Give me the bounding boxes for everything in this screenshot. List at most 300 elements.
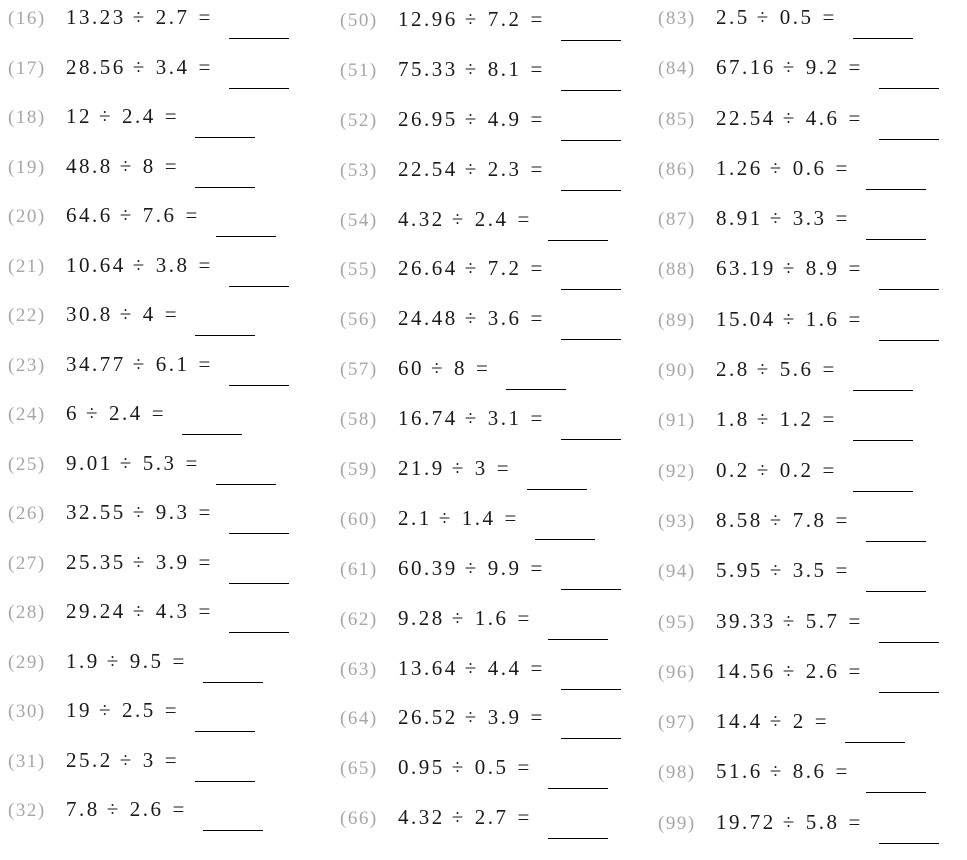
problem-expression: [66, 550, 213, 575]
problem-number: (63): [340, 658, 378, 680]
answer-blank[interactable]: [229, 87, 289, 89]
answer-blank[interactable]: [879, 641, 939, 643]
problem-expression: [66, 154, 179, 179]
divisor-value: 1.4: [461, 505, 496, 530]
equals-sign: =: [164, 698, 180, 722]
divisor-value: 5.7: [805, 608, 840, 633]
divisor-value: 7.2: [487, 7, 522, 31]
problem-row: [658, 357, 964, 407]
problem-expression: [398, 606, 532, 631]
division-sign: ÷: [438, 505, 453, 530]
problem-number: (90): [658, 360, 696, 382]
divisor-value: 3.4: [155, 54, 190, 79]
problem-number: (28): [8, 602, 46, 623]
problem-row: [340, 57, 652, 107]
answer-blank[interactable]: [561, 338, 621, 340]
problem-number: (18): [8, 107, 46, 128]
dividend-value: 15.04: [716, 306, 776, 331]
problem-number: (23): [8, 354, 46, 376]
dividend-value: 1.9: [66, 648, 100, 673]
equals-sign: =: [530, 7, 545, 31]
division-sign: ÷: [756, 5, 771, 29]
problem-expression: [66, 401, 166, 426]
problem-number: (66): [340, 808, 378, 830]
divisor-value: 4.4: [487, 655, 522, 680]
answer-blank[interactable]: [879, 842, 939, 844]
dividend-value: 2.8: [716, 357, 750, 382]
equals-sign: =: [835, 155, 850, 180]
dividend-value: 26.95: [398, 106, 458, 131]
problem-row: [340, 406, 652, 456]
division-sign: ÷: [464, 156, 479, 181]
answer-blank[interactable]: [879, 87, 939, 89]
division-sign: ÷: [451, 206, 466, 231]
equals-sign: =: [172, 797, 187, 821]
problem-row: [340, 705, 652, 755]
problem-number: (89): [658, 309, 696, 331]
division-sign: ÷: [464, 705, 479, 730]
answer-blank[interactable]: [229, 285, 289, 287]
answer-blank[interactable]: [203, 681, 263, 683]
problem-number: (51): [340, 59, 378, 81]
problem-row: [8, 599, 334, 649]
problem-row: [8, 253, 334, 303]
answer-blank[interactable]: [853, 37, 913, 39]
dividend-value: 19: [66, 698, 92, 722]
problem-number: (95): [658, 611, 696, 633]
problem-row: [340, 306, 652, 356]
problem-expression: [716, 709, 829, 734]
dividend-value: 0.95: [398, 755, 445, 780]
divisor-value: 8: [454, 356, 468, 381]
equals-sign: =: [164, 104, 180, 128]
equals-sign: =: [496, 456, 512, 481]
divisor-value: 8.9: [805, 256, 840, 281]
answer-blank[interactable]: [561, 189, 621, 191]
problem-expression: [66, 748, 179, 773]
divisor-value: 2.7: [474, 805, 509, 830]
answer-blank[interactable]: [229, 384, 289, 386]
answer-blank[interactable]: [853, 439, 913, 441]
divisor-value: 3.9: [155, 549, 190, 574]
equals-sign: =: [198, 252, 213, 277]
answer-blank[interactable]: [561, 737, 621, 739]
problem-expression: [66, 599, 213, 624]
problem-expression: [398, 356, 490, 381]
divisor-value: 3.5: [792, 558, 827, 583]
answer-blank[interactable]: [853, 490, 913, 492]
divisor-value: 7.2: [487, 256, 522, 281]
dividend-value: 7.8: [66, 797, 100, 821]
problem-expression: [66, 302, 179, 327]
division-sign: ÷: [132, 351, 147, 376]
equals-sign: =: [530, 306, 545, 331]
problem-expression: [398, 705, 545, 730]
division-sign: ÷: [782, 55, 797, 80]
equals-sign: =: [185, 450, 200, 475]
problem-number: (29): [8, 651, 46, 673]
dividend-value: 6: [66, 401, 79, 425]
equals-sign: =: [530, 56, 545, 81]
division-sign: ÷: [782, 608, 797, 633]
equals-sign: =: [530, 655, 545, 680]
problem-expression: [716, 55, 863, 80]
problem-row: [340, 805, 652, 855]
dividend-value: 30.8: [66, 302, 113, 326]
dividend-value: 21.9: [398, 456, 445, 481]
division-sign: ÷: [119, 747, 134, 772]
problem-number: (94): [658, 561, 696, 583]
problem-number: (86): [658, 158, 696, 180]
problem-expression: [716, 759, 850, 784]
problem-row: [658, 508, 964, 558]
problem-row: [658, 256, 964, 306]
equals-sign: =: [198, 54, 213, 79]
equals-sign: =: [476, 356, 491, 381]
problem-expression: [398, 107, 545, 132]
problem-number: (59): [340, 459, 378, 481]
dividend-value: 22.54: [398, 156, 458, 181]
problem-row: [658, 55, 964, 105]
problem-number: (87): [658, 209, 696, 231]
problem-expression: [398, 805, 532, 830]
problem-expression: [66, 55, 213, 80]
problem-row: [8, 748, 334, 798]
problem-expression: [398, 755, 532, 780]
equals-sign: =: [530, 705, 545, 730]
problem-expression: [66, 649, 187, 674]
problem-number: (96): [658, 661, 696, 683]
equals-sign: =: [822, 407, 837, 432]
division-sign: ÷: [119, 450, 134, 475]
answer-blank[interactable]: [548, 787, 608, 789]
division-sign: ÷: [99, 698, 114, 722]
equals-sign: =: [848, 658, 863, 683]
dividend-value: 0.2: [716, 457, 750, 482]
answer-blank[interactable]: [548, 837, 608, 839]
answer-blank[interactable]: [561, 39, 621, 41]
dividend-value: 10.64: [66, 252, 126, 277]
answer-blank[interactable]: [866, 590, 926, 592]
equals-sign: =: [848, 809, 863, 834]
answer-blank[interactable]: [229, 631, 289, 633]
problem-row: [658, 407, 964, 457]
equals-sign: =: [530, 406, 545, 431]
equals-sign: =: [517, 605, 532, 630]
answer-blank[interactable]: [535, 538, 595, 540]
problem-row: [340, 157, 652, 207]
dividend-value: 32.55: [66, 500, 126, 524]
division-sign: ÷: [132, 500, 147, 524]
answer-blank[interactable]: [866, 188, 926, 190]
equals-sign: =: [848, 608, 863, 633]
answer-blank[interactable]: [548, 239, 608, 241]
answer-blank[interactable]: [195, 780, 255, 782]
problem-row: [658, 558, 964, 608]
dividend-value: 19.72: [716, 809, 776, 834]
divisor-value: 3.1: [487, 406, 522, 431]
problem-expression: [398, 456, 511, 481]
problem-expression: [716, 609, 863, 634]
equals-sign: =: [517, 805, 532, 830]
divisor-value: 2.4: [474, 206, 509, 231]
divisor-value: 7.8: [792, 507, 827, 532]
dividend-value: 22.54: [716, 105, 776, 130]
problems-column-1: [8, 0, 334, 847]
division-sign: ÷: [756, 457, 771, 482]
answer-blank[interactable]: [866, 791, 926, 793]
divisor-value: 0.2: [779, 457, 814, 482]
division-sign: ÷: [769, 558, 784, 583]
problem-expression: [66, 797, 187, 822]
problem-number: (55): [340, 259, 378, 281]
problem-expression: [716, 659, 863, 684]
equals-sign: =: [822, 457, 837, 482]
answer-blank[interactable]: [229, 582, 289, 584]
problem-expression: [398, 7, 545, 32]
divisor-value: 2.6: [805, 658, 840, 683]
answer-blank[interactable]: [229, 532, 289, 534]
division-sign: ÷: [132, 5, 147, 29]
divisor-value: 4: [142, 302, 156, 326]
problem-row: [340, 256, 652, 306]
answer-blank[interactable]: [182, 433, 242, 435]
problem-number: (24): [8, 404, 46, 425]
equals-sign: =: [164, 302, 180, 326]
division-sign: ÷: [464, 406, 479, 431]
divisor-value: 9.2: [805, 55, 840, 80]
divisor-value: 4.9: [487, 106, 522, 131]
problem-number: (20): [8, 206, 46, 227]
dividend-value: 14.56: [716, 658, 776, 683]
equals-sign: =: [198, 500, 213, 524]
equals-sign: =: [835, 759, 850, 784]
divisor-value: 8.1: [487, 56, 522, 81]
equals-sign: =: [198, 549, 213, 574]
equals-sign: =: [504, 505, 519, 530]
answer-blank[interactable]: [879, 288, 939, 290]
answer-blank[interactable]: [195, 136, 255, 138]
problem-expression: [66, 104, 179, 129]
answer-blank[interactable]: [879, 339, 939, 341]
problem-row: [340, 7, 652, 57]
answer-blank[interactable]: [216, 483, 276, 485]
divisor-value: 7.6: [142, 203, 177, 227]
problem-row: [340, 207, 652, 257]
division-sign: ÷: [464, 555, 479, 580]
equals-sign: =: [848, 55, 863, 80]
problem-number: (30): [8, 701, 46, 722]
answer-blank[interactable]: [561, 588, 621, 590]
equals-sign: =: [822, 5, 837, 29]
answer-blank[interactable]: [561, 89, 621, 91]
problem-row: [8, 649, 334, 699]
dividend-value: 24.48: [398, 306, 458, 331]
problem-number: (97): [658, 712, 696, 734]
problem-number: (21): [8, 255, 46, 277]
answer-blank[interactable]: [561, 288, 621, 290]
answer-blank[interactable]: [879, 691, 939, 693]
divisor-value: 2.4: [109, 401, 143, 425]
problem-row: [658, 810, 964, 860]
problem-expression: [716, 5, 837, 30]
divisor-value: 1.2: [779, 407, 814, 432]
division-sign: ÷: [106, 797, 121, 821]
problem-row: [8, 203, 334, 253]
division-sign: ÷: [451, 456, 466, 481]
problem-row: [340, 656, 652, 706]
equals-sign: =: [151, 401, 167, 425]
division-sign: ÷: [769, 155, 784, 180]
problem-number: (88): [658, 259, 696, 281]
answer-blank[interactable]: [561, 688, 621, 690]
problem-number: (54): [340, 209, 378, 231]
problem-number: (57): [340, 359, 378, 381]
division-sign: ÷: [769, 759, 784, 784]
division-sign: ÷: [464, 306, 479, 331]
problem-expression: [398, 406, 545, 431]
division-sign: ÷: [769, 709, 784, 734]
answer-blank[interactable]: [527, 488, 587, 490]
division-sign: ÷: [119, 203, 134, 227]
dividend-value: 25.2: [66, 747, 113, 772]
dividend-value: 8.58: [716, 507, 763, 532]
answer-blank[interactable]: [229, 37, 289, 39]
division-sign: ÷: [132, 54, 147, 79]
answer-blank[interactable]: [203, 829, 263, 831]
divisor-value: 4.3: [155, 599, 190, 623]
equals-sign: =: [835, 507, 850, 532]
problem-expression: [398, 656, 545, 681]
problem-number: (26): [8, 503, 46, 524]
answer-blank[interactable]: [195, 186, 255, 188]
problem-row: [658, 5, 964, 55]
divisor-value: 2.6: [129, 797, 164, 821]
problem-expression: [716, 407, 837, 432]
problem-number: (84): [658, 58, 696, 80]
divisor-value: 5.6: [779, 357, 814, 382]
division-sign: ÷: [464, 7, 479, 31]
divisor-value: 1.6: [805, 306, 840, 331]
answer-blank[interactable]: [845, 741, 905, 743]
answer-blank[interactable]: [561, 139, 621, 141]
problem-expression: [398, 157, 545, 182]
problem-number: (98): [658, 762, 696, 784]
dividend-value: 14.4: [716, 709, 763, 734]
dividend-value: 26.64: [398, 256, 458, 281]
problem-number: (93): [658, 510, 696, 532]
dividend-value: 64.6: [66, 203, 113, 227]
division-sign: ÷: [782, 809, 797, 834]
problem-expression: [716, 508, 850, 533]
problem-row: [8, 154, 334, 204]
divisor-value: 2.5: [122, 698, 156, 722]
problem-row: [8, 550, 334, 600]
division-sign: ÷: [782, 658, 797, 683]
answer-blank[interactable]: [866, 540, 926, 542]
problem-number: (62): [340, 608, 378, 630]
problem-row: [340, 606, 652, 656]
dividend-value: 48.8: [66, 153, 113, 178]
divisor-value: 3.6: [487, 306, 522, 331]
equals-sign: =: [848, 105, 863, 130]
problem-expression: [716, 357, 837, 382]
dividend-value: 4.32: [398, 206, 445, 231]
equals-sign: =: [164, 747, 180, 772]
problem-row: [8, 698, 334, 748]
division-sign: ÷: [106, 648, 121, 673]
problem-expression: [398, 306, 545, 331]
dividend-value: 5.95: [716, 558, 763, 583]
division-sign: ÷: [99, 104, 114, 128]
problem-row: [658, 458, 964, 508]
problem-number: (50): [340, 10, 378, 31]
equals-sign: =: [530, 106, 545, 131]
answer-blank[interactable]: [548, 638, 608, 640]
dividend-value: 2.5: [716, 5, 750, 29]
division-sign: ÷: [782, 105, 797, 130]
dividend-value: 9.01: [66, 450, 113, 475]
answer-blank[interactable]: [561, 438, 621, 440]
problem-expression: [66, 698, 179, 723]
divisor-value: 2.3: [487, 156, 522, 181]
answer-blank[interactable]: [506, 388, 566, 390]
divisor-value: 9.9: [487, 555, 522, 580]
divisor-value: 3: [142, 747, 156, 772]
problem-number: (19): [8, 156, 46, 178]
division-sign: ÷: [464, 256, 479, 281]
problem-expression: [398, 57, 545, 82]
divisor-value: 2: [792, 709, 806, 734]
dividend-value: 1.26: [716, 155, 763, 180]
divisor-value: 5.3: [142, 450, 177, 475]
answer-blank[interactable]: [195, 334, 255, 336]
problem-row: [658, 659, 964, 709]
division-sign: ÷: [132, 549, 147, 574]
problem-expression: [398, 256, 545, 281]
division-sign: ÷: [782, 306, 797, 331]
divisor-value: 2.7: [155, 5, 190, 29]
answer-blank[interactable]: [216, 235, 276, 237]
problem-row: [340, 755, 652, 805]
problem-row: [8, 401, 334, 451]
dividend-value: 51.6: [716, 759, 763, 784]
dividend-value: 60.39: [398, 555, 458, 580]
answer-blank[interactable]: [866, 238, 926, 240]
problem-expression: [66, 352, 213, 377]
division-sign: ÷: [756, 357, 771, 382]
problem-number: (64): [340, 708, 378, 730]
dividend-value: 26.52: [398, 705, 458, 730]
answer-blank[interactable]: [853, 389, 913, 391]
divisor-value: 8: [142, 153, 156, 178]
problem-expression: [66, 451, 200, 476]
equals-sign: =: [848, 306, 863, 331]
answer-blank[interactable]: [195, 730, 255, 732]
answer-blank[interactable]: [879, 138, 939, 140]
divisor-value: 1.6: [474, 605, 509, 630]
equals-sign: =: [172, 648, 187, 673]
problem-number: (56): [340, 309, 378, 331]
dividend-value: 4.32: [398, 805, 445, 830]
problem-expression: [716, 156, 850, 181]
divisor-value: 3.8: [155, 252, 190, 277]
problem-number: (83): [658, 8, 696, 29]
problem-row: [8, 104, 334, 154]
division-sign: ÷: [119, 302, 134, 326]
problem-number: (91): [658, 410, 696, 432]
problem-number: (31): [8, 750, 46, 772]
